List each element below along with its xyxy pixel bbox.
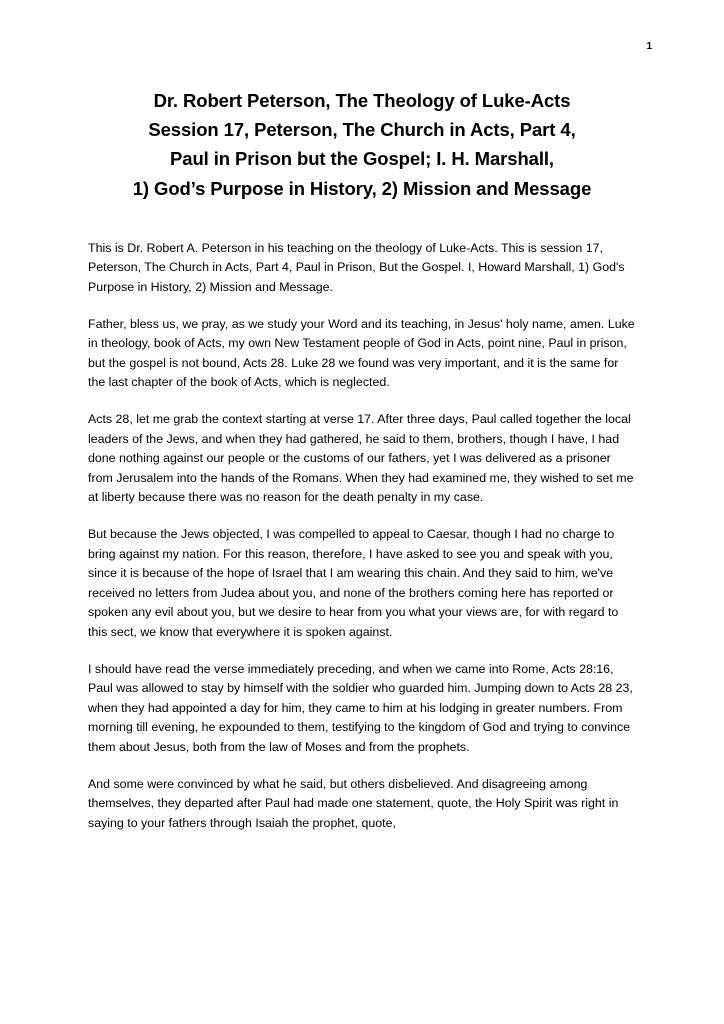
body-paragraph: But because the Jews objected, I was compelled to appeal to Caesar, though I had no charge to bring against my nation. For this reason, therefore, I have asked to see you and speak with you, since it is because of the hope of Israel that I am wearing this chain. And they said to him, we've received no letters from Judea about you, and none of the brothers coming here has reported or spoken any evil about you, but we desire to hear from you what your views are, for with regard to this sect, we know that everywhere it is spoken against. (88, 527, 619, 639)
body-paragraph: And some were convinced by what he said, but others disbelieved. And disagreeing among themselves, they departed after Paul had made one statement, quote, the Holy Spirit was right in saying to your fathers through Isaiah the prophet, quote, (88, 776, 619, 830)
body-paragraph: Father, bless us, we pray, as we study your Word and its teaching, in Jesus' holy name, amen. Luke in theology, book of Acts, my own New Testament people of God in Acts, point nine, Paul in prison, but the gospel is not bound, Acts 28. Luke 28 we found was very important, and it is the same for the last chapter of the book of Acts, which is neglected. (88, 316, 635, 390)
document-title (0, 0, 724, 203)
body-paragraph: I should have read the verse immediately preceding, and when we came into Rome, Acts 28:16, Paul was allowed to stay by himself with the soldier who guarded him. Jumping down to Acts 28 23, when they had appointed a day for him, they came to him at his lodging in greater numbers. From morning till evening, he expounded to them, testifying to the kingdom of God and trying to convince them about Jesus, both from the law of Moses and from the prophets. (88, 661, 633, 754)
title-line: Paul in Prison but the Gospel; I. H. Marshall, (170, 148, 554, 170)
title-line: 1) God’s Purpose in History, 2) Mission and Message (132, 177, 592, 199)
title-line: Session 17, Peterson, The Church in Acts, Part 4, (148, 119, 576, 141)
body-paragraph: This is Dr. Robert A. Peterson in his teaching on the theology of Luke-Acts. This is session 17, Peterson, The Church in Acts, Part 4, Paul in Prison, But the Gospel. I, Howard Marshall, 1) God's Purpose in History, 2) Mission and Message. (88, 240, 625, 295)
page-number: 1 (646, 41, 652, 52)
title-line: Dr. Robert Peterson, The Theology of Luke-Acts (153, 90, 571, 111)
document-body (0, 239, 724, 833)
body-paragraph: Acts 28, let me grab the context starting at verse 17. After three days, Paul called together the local leaders of the Jews, and when they had gathered, he said to them, brothers, though I have, I had done nothing against our people or the customs of our fathers, yet I was delivered as a prisoner from Jerusalem into the hands of the Romans. When they had examined me, they wished to set me at liberty because there was no reason for the death penalty in my case. (88, 412, 634, 505)
